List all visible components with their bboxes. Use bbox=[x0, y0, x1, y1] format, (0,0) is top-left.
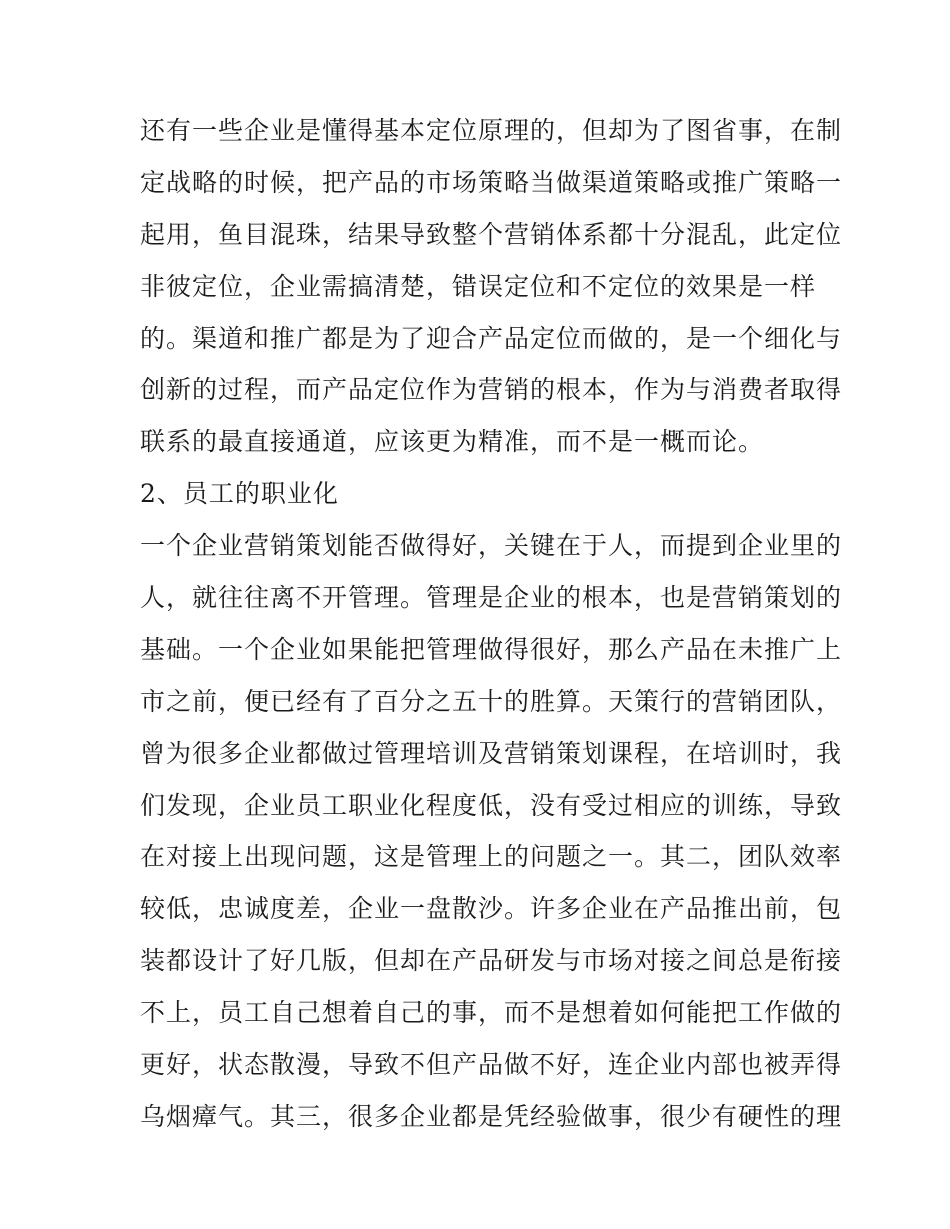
text-line: 非彼定位，企业需搞清楚，错误定位和不定位的效果是一样 bbox=[140, 271, 817, 301]
text-line: 曾为很多企业都做过管理培训及营销策划课程，在培训时，我 bbox=[140, 738, 843, 768]
text-line: 定战略的时候，把产品的市场策略当做渠道策略或推广策略一 bbox=[140, 167, 843, 197]
text-line: 装都设计了好几版，但却在产品研发与市场对接之间总是衔接 bbox=[140, 946, 843, 976]
text-line: 一个企业营销策划能否做得好，关键在于人，而提到企业里的 bbox=[140, 531, 843, 561]
text-line: 起用，鱼目混珠，结果导致整个营销体系都十分混乱，此定位 bbox=[140, 219, 843, 249]
text-line: 市之前，便已经有了百分之五十的胜算。天策行的营销团队， bbox=[140, 686, 843, 716]
text-line: 们发现，企业员工职业化程度低，没有受过相应的训练，导致 bbox=[140, 790, 843, 820]
text-line: 人，就往往离不开管理。管理是企业的根本，也是营销策划的 bbox=[140, 583, 843, 613]
section-heading: 2、员工的职业化 bbox=[140, 479, 339, 509]
text-line: 还有一些企业是懂得基本定位原理的，但却为了图省事，在制 bbox=[140, 116, 843, 145]
text-line: 在对接上出现问题，这是管理上的问题之一。其二，团队效率 bbox=[140, 842, 843, 872]
text-line: 创新的过程，而产品定位作为营销的根本，作为与消费者取得 bbox=[140, 375, 843, 405]
text-line: 更好，状态散漫，导致不但产品做不好，连企业内部也被弄得 bbox=[140, 1050, 843, 1080]
text-line: 不上，员工自己想着自己的事，而不是想着如何能把工作做的 bbox=[140, 998, 843, 1028]
text-line: 较低，忠诚度差，企业一盘散沙。许多企业在产品推出前，包 bbox=[140, 894, 843, 924]
text-line: 的。渠道和推广都是为了迎合产品定位而做的，是一个细化与 bbox=[140, 323, 843, 353]
text-line: 联系的最直接通道，应该更为精准，而不是一概而论。 bbox=[140, 427, 765, 457]
text-line: 基础。一个企业如果能把管理做得很好，那么产品在未推广上 bbox=[140, 634, 843, 664]
text-line: 乌烟瘴气。其三，很多企业都是凭经验做事，很少有硬性的理 bbox=[140, 1101, 843, 1131]
body-text bbox=[140, 105, 843, 1143]
